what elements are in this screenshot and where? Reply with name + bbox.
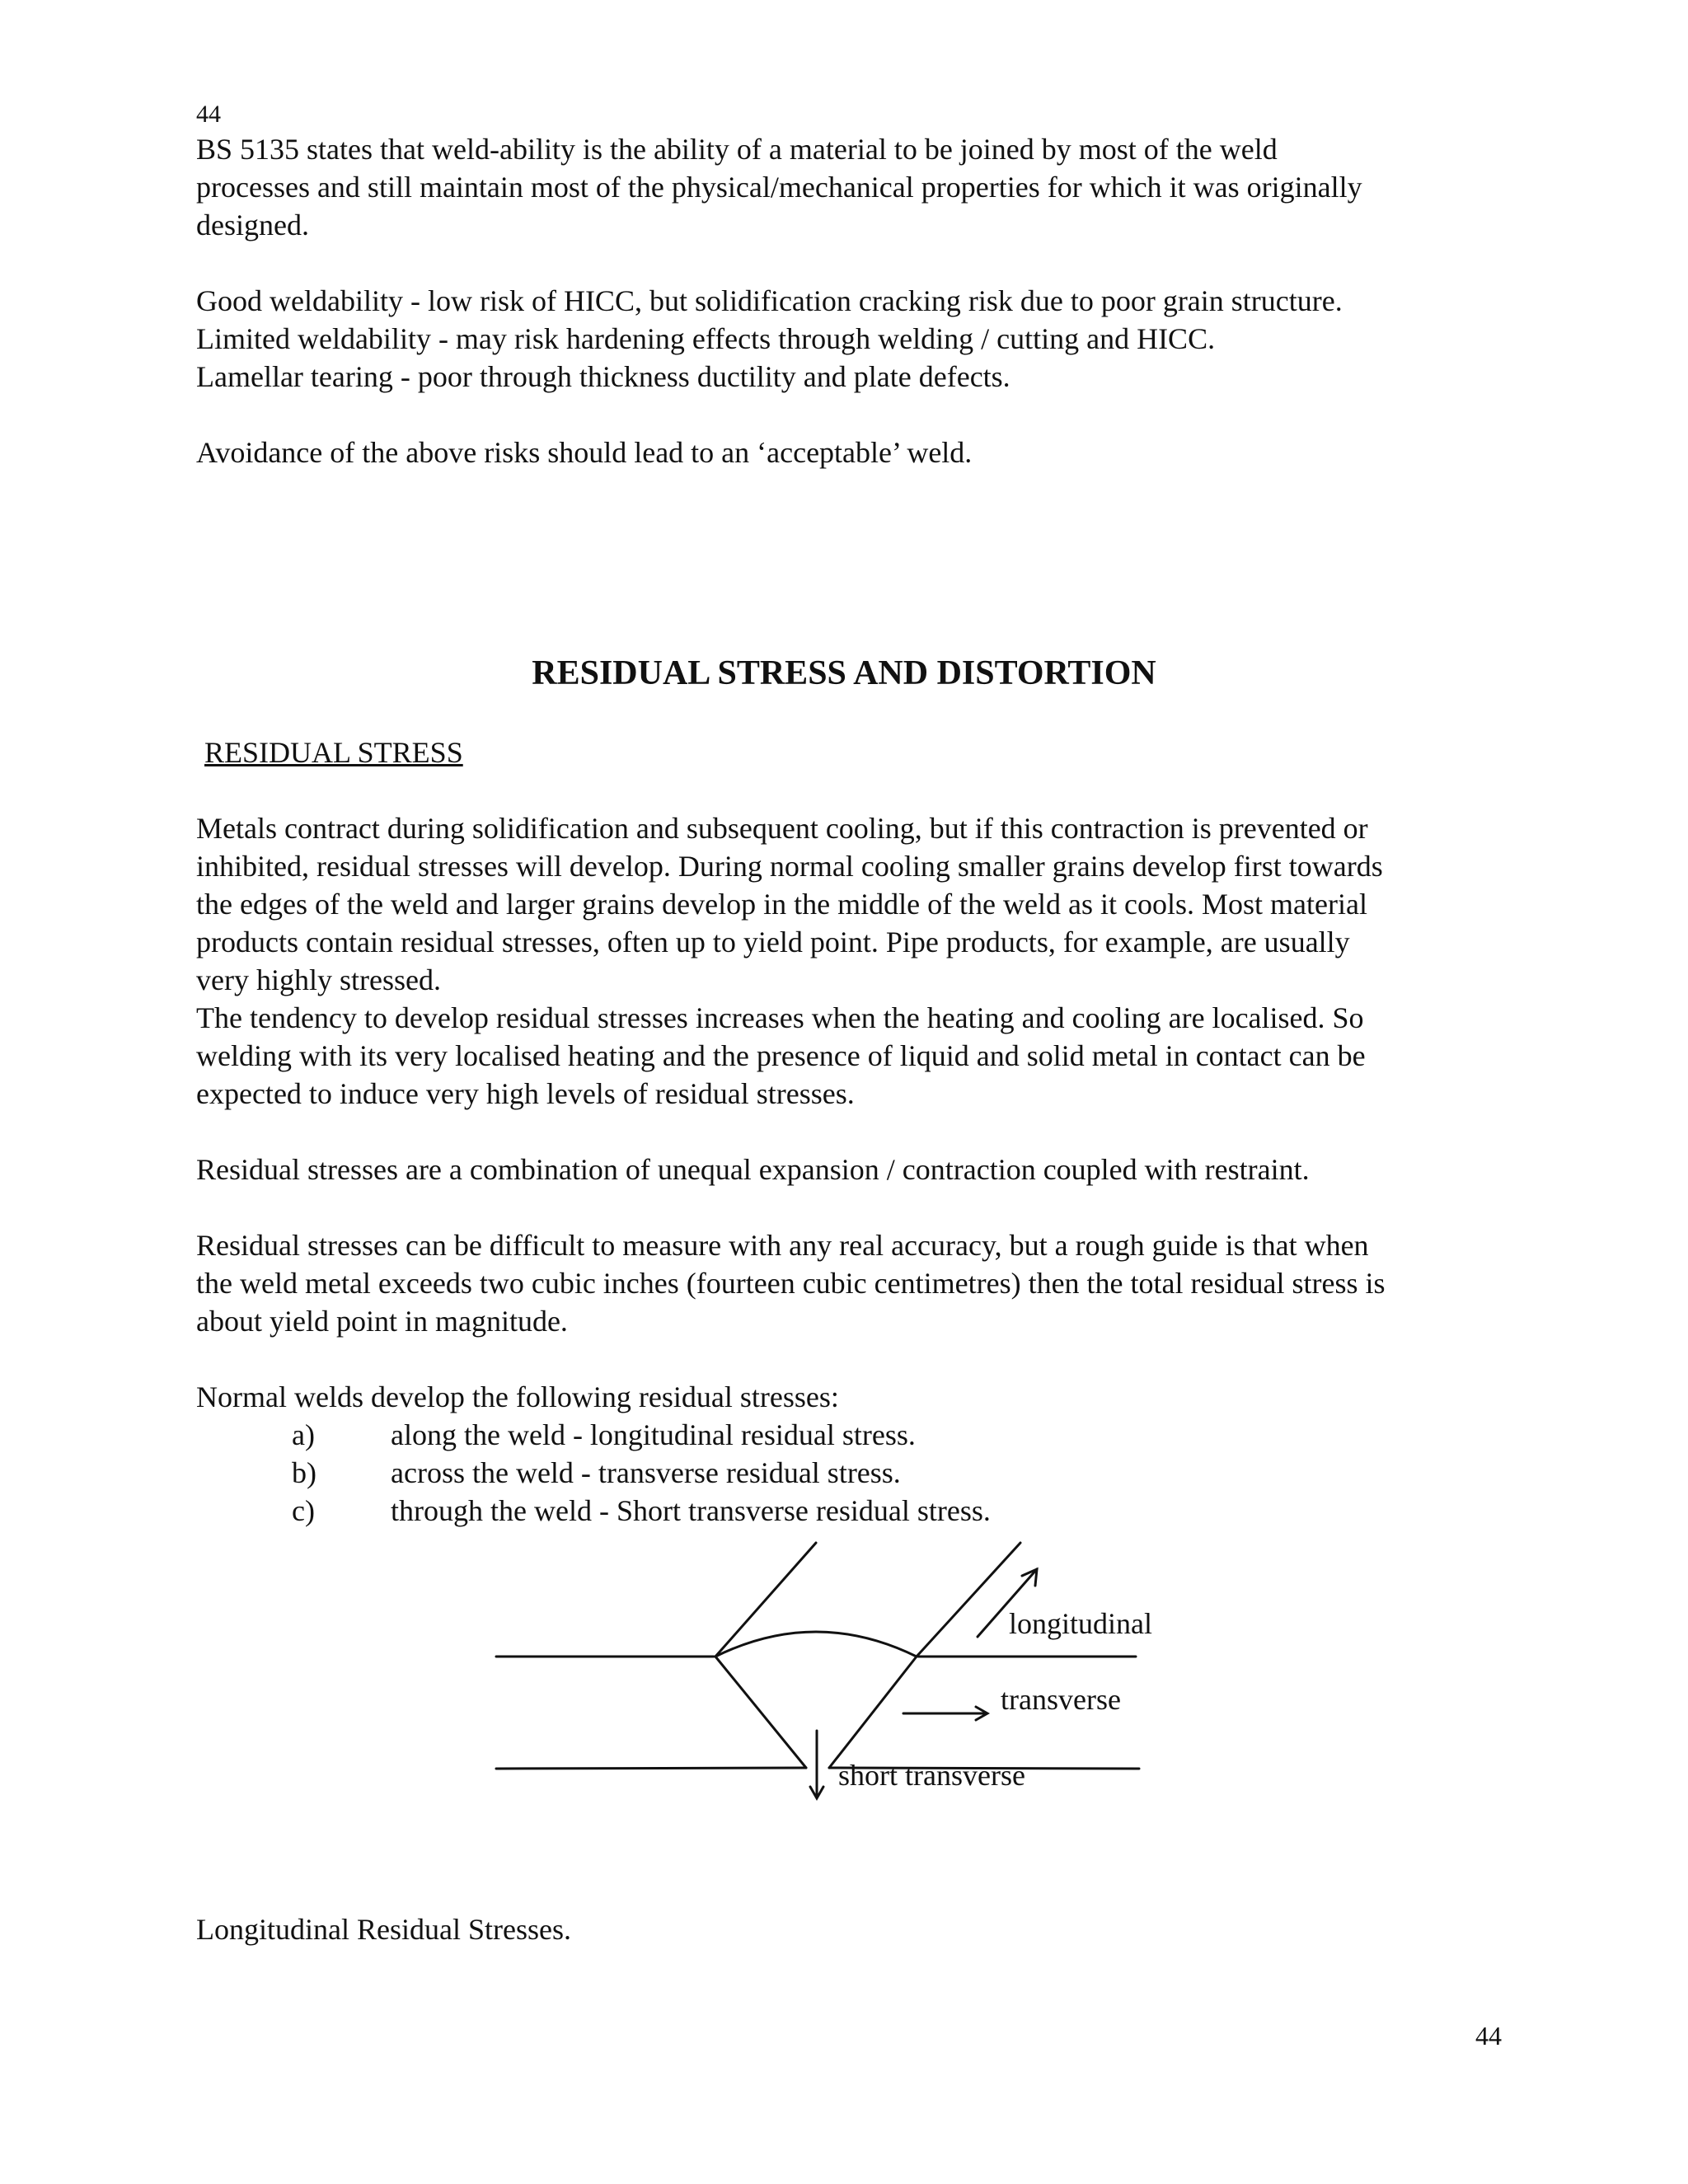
para1-line-5: very highly stressed. <box>196 963 441 996</box>
intro-line-3: designed. <box>196 209 309 241</box>
list-item-a-text: along the weld - longitudinal residual stress. <box>391 1418 916 1451</box>
bevel-left-extension <box>715 1543 816 1657</box>
para1-line-1: Metals contract during solidification and subsequent cooling, but if this contraction is prevented or <box>196 812 1368 845</box>
footer-heading: Longitudinal Residual Stresses. <box>196 1913 571 1946</box>
para2-text: Residual stresses are a combination of unequal expansion / contraction coupled with restraint. <box>196 1153 1310 1186</box>
bevel-right-extension <box>917 1543 1020 1657</box>
bottom-plate-left-line <box>496 1768 806 1769</box>
avoidance-text: Avoidance of the above risks should lead to an ‘acceptable’ weld. <box>196 436 973 469</box>
weldability-good: Good weldability - low risk of HICC, but solidification cracking risk due to poor grain structure. <box>196 284 1343 317</box>
groove-left-face <box>715 1657 806 1768</box>
page-number-bottom: 44 <box>1475 2021 1502 2050</box>
para1-line-3: the edges of the weld and larger grains develop in the middle of the weld as it cools. Most material <box>196 888 1367 921</box>
para3-line-3: about yield point in magnitude. <box>196 1305 568 1338</box>
para1-line-6: The tendency to develop residual stresses increases when the heating and cooling are localised. So <box>196 1001 1364 1034</box>
list-item-c-letter: c) <box>292 1494 315 1527</box>
weldability-limited: Limited weldability - may risk hardening effects through welding / cutting and HICC. <box>196 322 1216 355</box>
para3-line-1: Residual stresses can be difficult to measure with any real accuracy, but a rough guide is that when <box>196 1229 1369 1262</box>
list-intro: Normal welds develop the following residual stresses: <box>196 1380 839 1413</box>
lamellar-tearing: Lamellar tearing - poor through thickness ductility and plate defects. <box>196 360 1010 393</box>
list-item-a-letter: a) <box>292 1418 315 1451</box>
list-item-b-text: across the weld - transverse residual stress. <box>391 1456 901 1489</box>
page-number-top: 44 <box>196 101 221 128</box>
short-transverse-label: short transverse <box>838 1759 1025 1792</box>
list-item-c-text: through the weld - Short transverse residual stress. <box>391 1494 991 1527</box>
section-subtitle: RESIDUAL STRESS <box>204 736 463 769</box>
para1-line-2: inhibited, residual stresses will develop. During normal cooling smaller grains develop first towards <box>196 850 1383 883</box>
para1-line-4: products contain residual stresses, often up to yield point. Pipe products, for example, are usually <box>196 926 1350 958</box>
section-title: RESIDUAL STRESS AND DISTORTION <box>532 654 1156 692</box>
list-item-b-letter: b) <box>292 1456 316 1489</box>
longitudinal-label: longitudinal <box>1009 1607 1152 1640</box>
para3-line-2: the weld metal exceeds two cubic inches (fourteen cubic centimetres) then the total residual stress is <box>196 1267 1386 1300</box>
para1-line-7: welding with its very localised heating and the presence of liquid and solid metal in contact can be <box>196 1039 1366 1072</box>
intro-line-2: processes and still maintain most of the physical/mechanical properties for which it was originally <box>196 171 1362 204</box>
para1-line-8: expected to induce very high levels of residual stresses. <box>196 1077 855 1110</box>
intro-line-1: BS 5135 states that weld-ability is the ability of a material to be joined by most of the weld <box>196 133 1278 166</box>
transverse-label: transverse <box>1001 1683 1121 1716</box>
weld-cap <box>715 1632 917 1657</box>
